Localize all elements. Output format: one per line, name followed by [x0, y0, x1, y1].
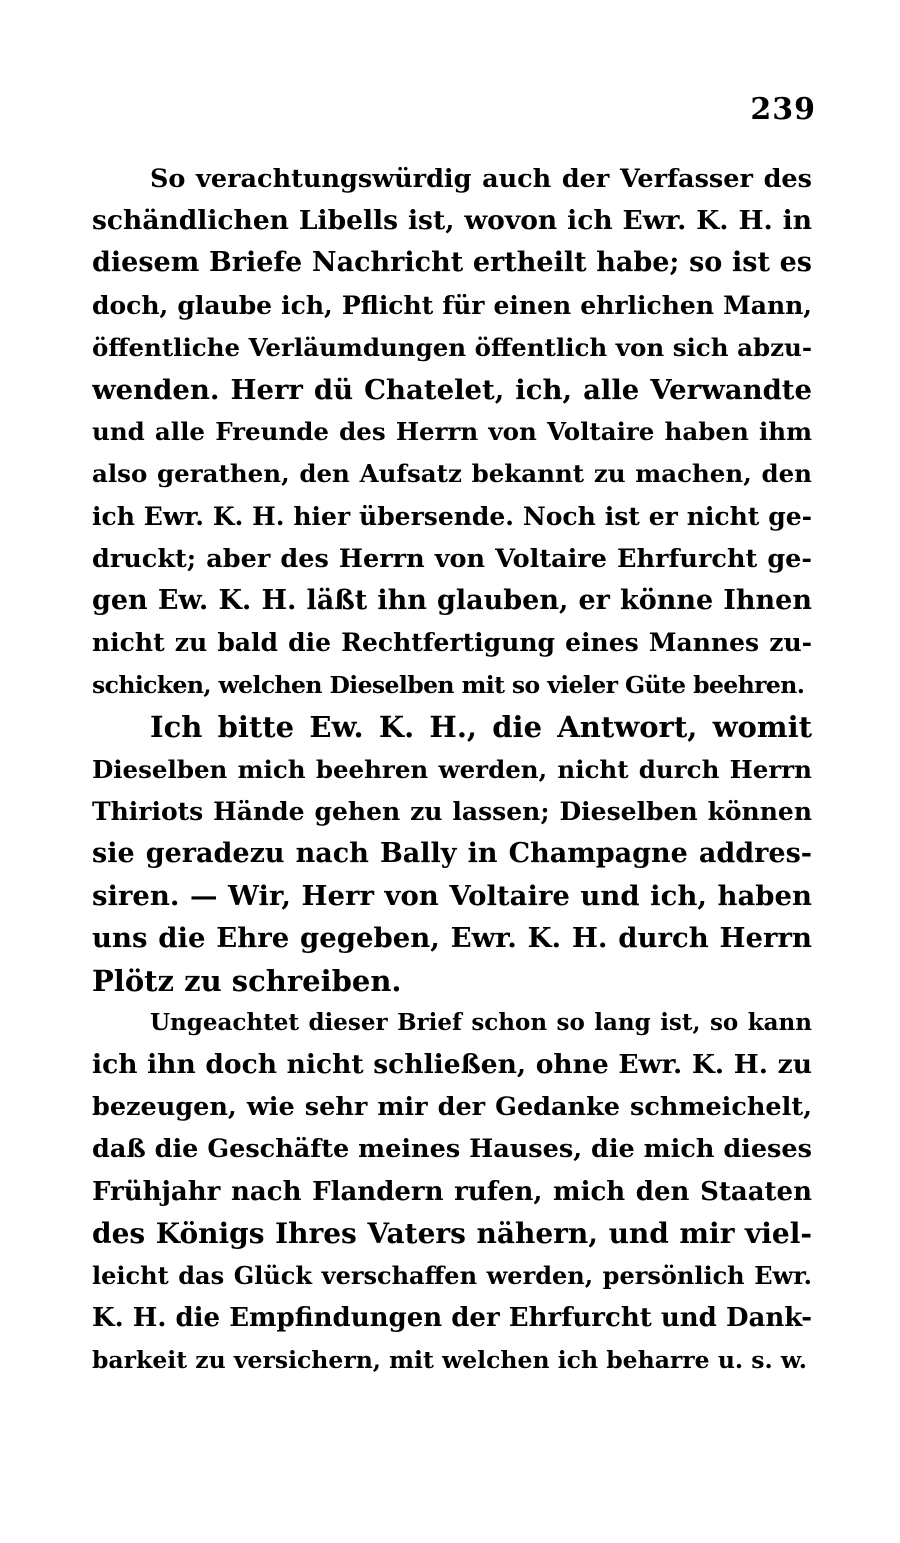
text-line: siren. — Wir, Herr von Voltaire und ich, haben: [92, 880, 812, 913]
paragraph-2: [92, 706, 812, 1001]
text-line: druckt; aber des Herrn von Voltaire Ehrfurcht ge-: [92, 543, 812, 574]
text-line: Thiriots Hände gehen zu lassen; Dieselben können: [92, 796, 812, 826]
text-line: Ungeachtet dieser Brief schon so lang ist, so kann: [150, 1008, 812, 1036]
body-text: [92, 158, 812, 1381]
text-line: also gerathen, den Aufsatz bekannt zu machen, den: [92, 459, 812, 489]
text-line: Frühjahr nach Flandern rufen, mich den Staaten: [92, 1176, 812, 1207]
text-line: ich ihn doch nicht schließen, ohne Ewr. K. H. zu: [92, 1048, 812, 1080]
text-line: doch, glaube ich, Pflicht für einen ehrlichen Mann,: [92, 290, 812, 320]
paragraph-1: [92, 158, 812, 706]
text-line: So verachtungswürdig auch der Verfasser des: [150, 164, 812, 194]
text-line: öffentliche Verläumdungen öffentlich von sich abzu-: [92, 332, 812, 362]
text-line: schicken, welchen Dieselben mit so vieler Güte beehren.: [92, 671, 805, 700]
text-line: diesem Briefe Nachricht ertheilt habe; so ist es: [92, 247, 812, 279]
text-line: bezeugen, wie sehr mir der Gedanke schmeichelt,: [92, 1092, 812, 1123]
text-line: Dieselben mich beehren werden, nicht durch Herrn: [92, 754, 812, 784]
text-line: gen Ew. K. H. läßt ihn glauben, er könne Ihnen: [92, 584, 812, 616]
text-line: Plötz zu schreiben.: [92, 963, 402, 998]
text-line: daß die Geschäfte meines Hauses, die mich dieses: [92, 1134, 812, 1165]
page-number: 239: [750, 92, 816, 127]
text-line: und alle Freunde des Herrn von Voltaire haben ihm: [92, 417, 812, 447]
paragraph-3: [92, 1002, 812, 1382]
text-line: K. H. die Empfindungen der Ehrfurcht und Dank-: [92, 1303, 812, 1334]
text-line: Ich bitte Ew. K. H., die Antwort, womit: [150, 710, 812, 745]
text-line: nicht zu bald die Rechtfertigung eines Mannes zu-: [92, 628, 812, 658]
text-line: des Königs Ihres Vaters nähern, und mir viel-: [92, 1216, 812, 1250]
text-line: uns die Ehre gegeben, Ewr. K. H. durch Herrn: [92, 922, 812, 955]
text-line: wenden. Herr dü Chatelet, ich, alle Verwandte: [92, 373, 812, 406]
text-line: leicht das Glück verschaffen werden, persönlich Ewr.: [92, 1260, 812, 1290]
text-line: sie geradezu nach Bally in Champagne addres-: [92, 838, 812, 869]
text-line: ich Ewr. K. H. hier übersende. Noch ist er nicht ge-: [92, 501, 812, 531]
text-line: schändlichen Libells ist, wovon ich Ewr. K. H. in: [92, 205, 812, 237]
text-line: barkeit zu versichern, mit welchen ich beharre u. s. w.: [92, 1346, 807, 1375]
